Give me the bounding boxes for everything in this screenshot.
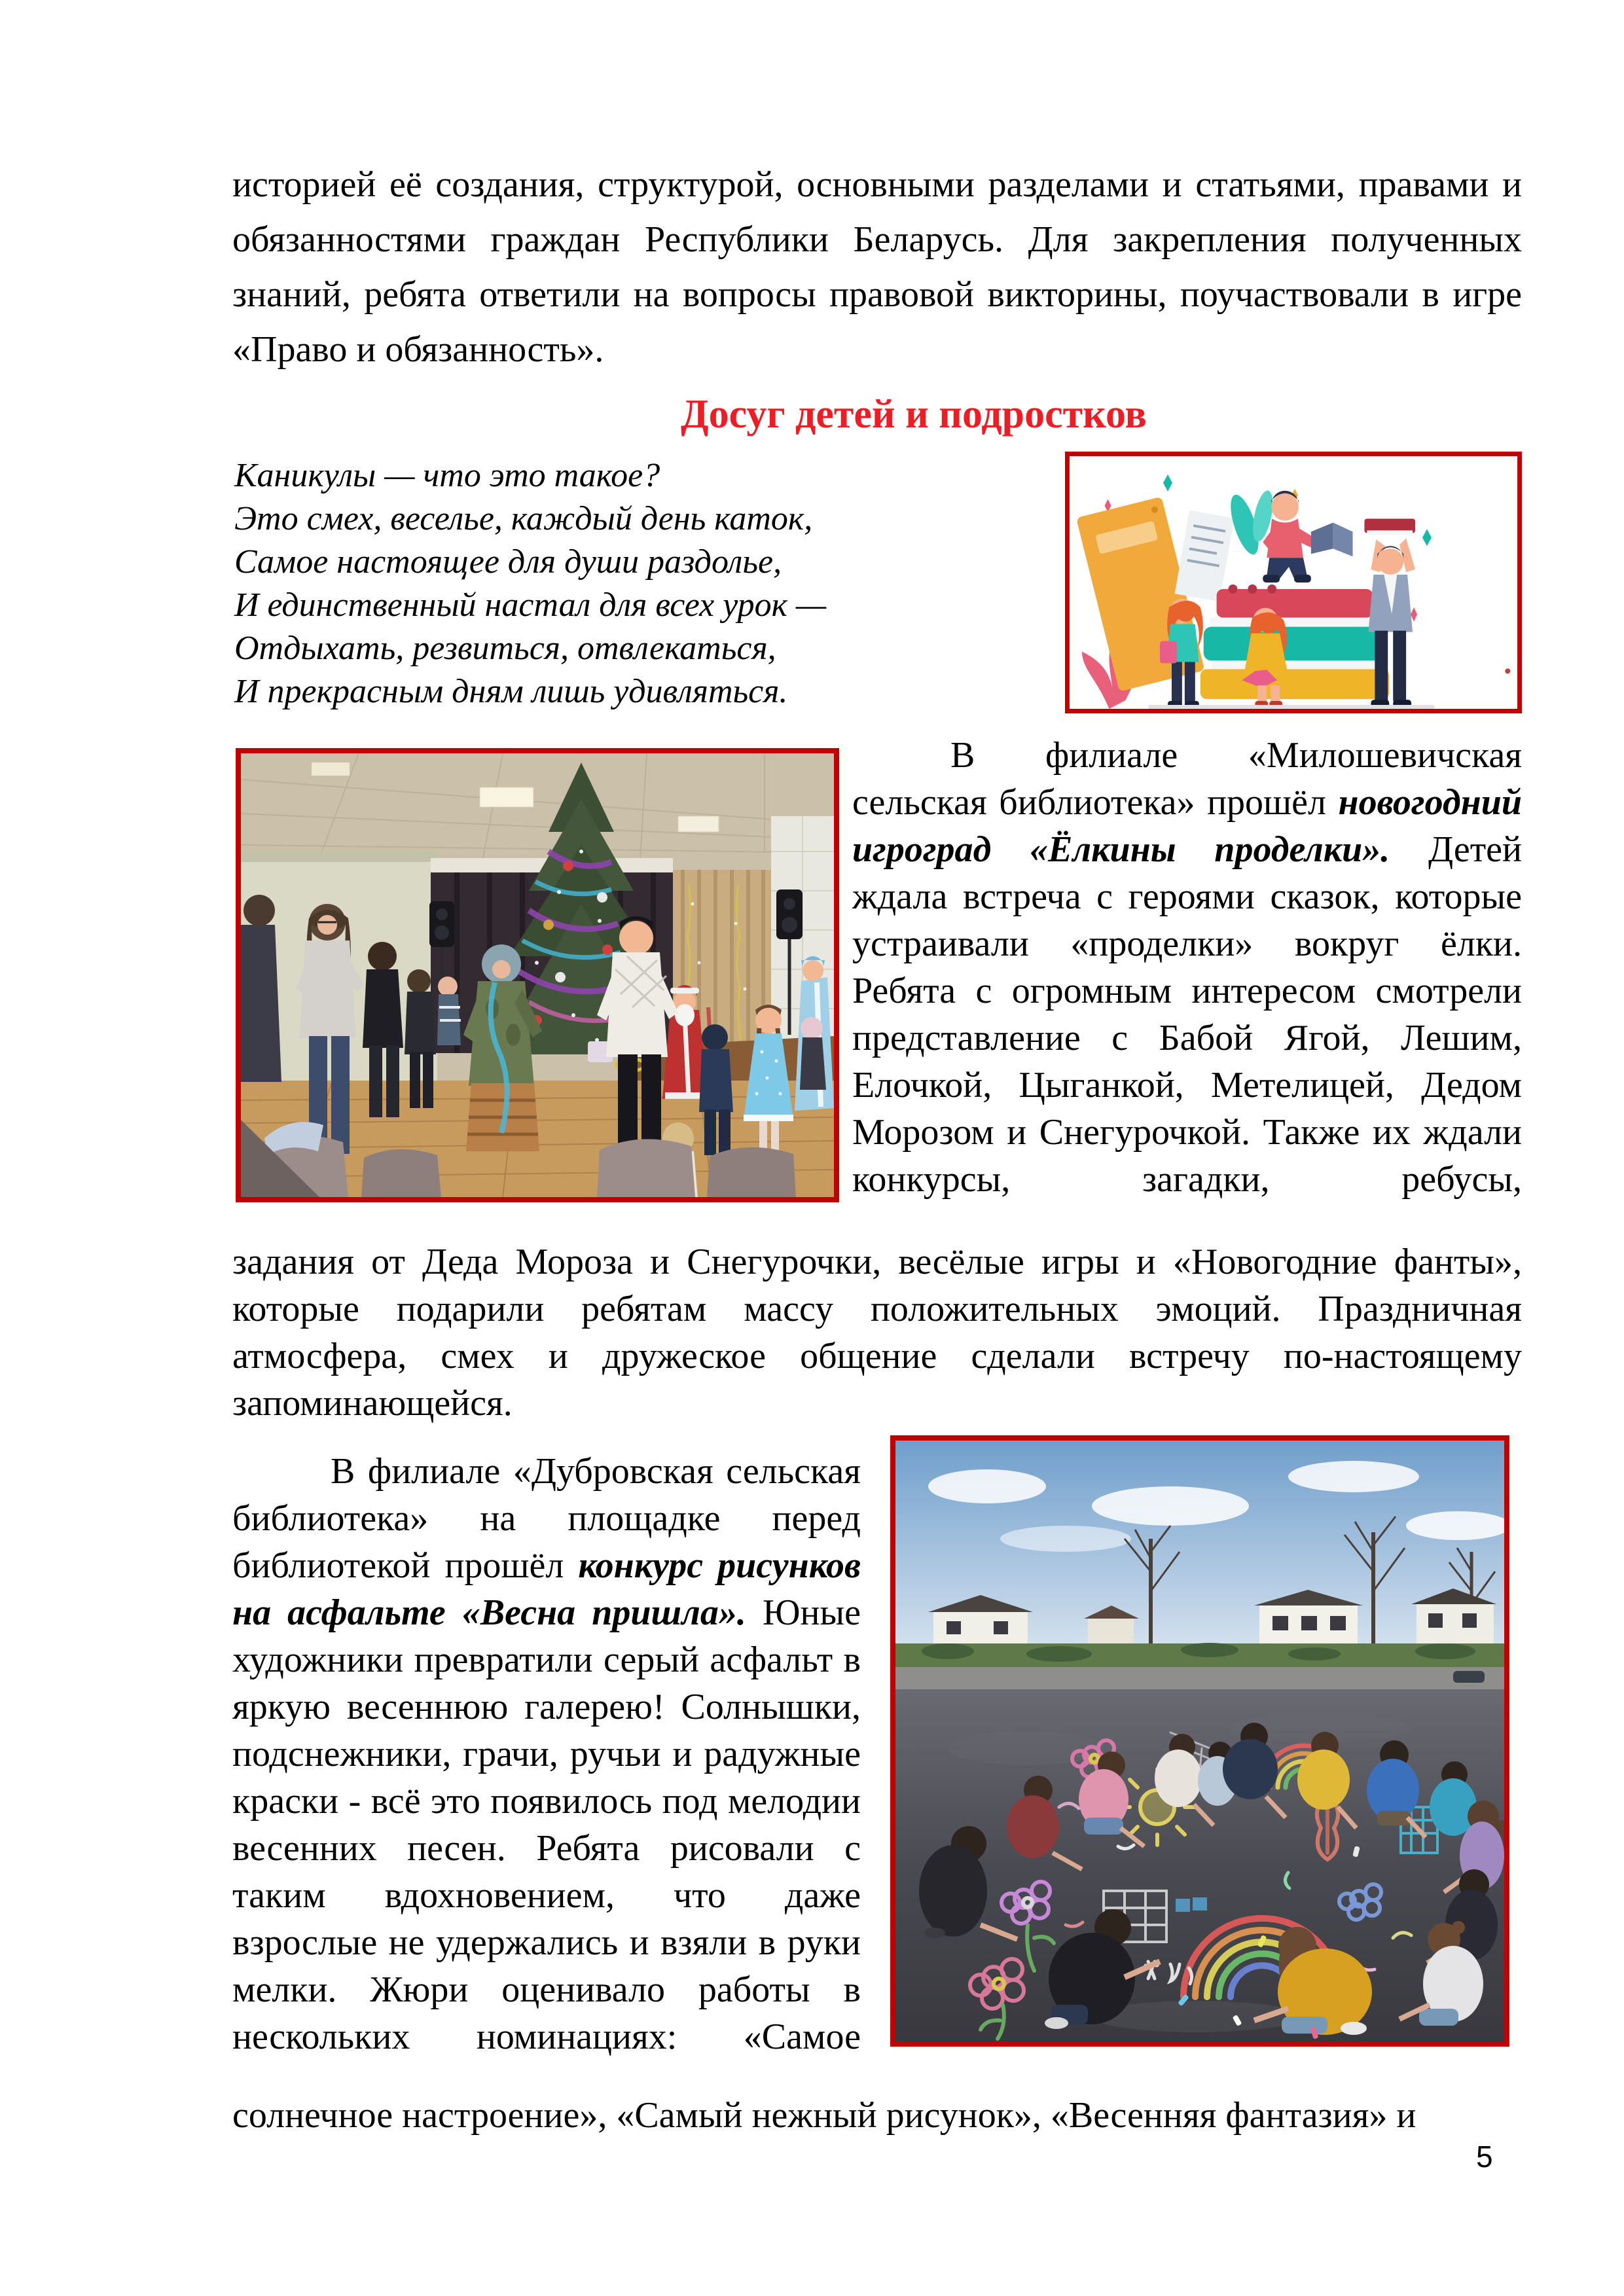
poem-line: И прекрасным дням лишь удивляться. <box>234 673 788 710</box>
section-heading: Досуг детей и подростков <box>681 392 1147 437</box>
new-year-photo <box>236 748 839 1202</box>
page-number: 5 <box>1476 2140 1493 2174</box>
poem-line: И единственный настал для всех урок — <box>234 586 827 624</box>
article-text: Детей ждала встреча с героями сказок, которые устраивали «проделки» вокруг ёлки. Ребята с огромным интересом смотрели представление с Бабой Ягой, Лешим, Елочкой, Цыганкой, Метелицей, Дедом Морозом и Снегурочкой. Также их ждали конкурсы, загадки, ребусы, <box>852 829 1522 1200</box>
new-year-photo-art <box>241 753 834 1197</box>
article-miloshevichi-column <box>852 732 1522 1203</box>
library-illustration <box>1065 452 1522 713</box>
poem <box>234 454 826 713</box>
kid-striped <box>437 977 461 1045</box>
book-stack <box>1200 584 1390 699</box>
chalk-drawing-photo <box>890 1435 1509 2047</box>
parked-car <box>1453 1671 1485 1683</box>
library-illustration-art <box>1070 456 1517 709</box>
article-dubrovskaya-fullwidth: солнечное настроение», «Самый нежный рисунок», «Весенняя фантазия» и <box>232 2095 1416 2136</box>
article-miloshevichi-fullwidth: задания от Деда Мороза и Снегурочки, весёлые игры и «Новогодние фанты», которые подарили ребятам массу положительных эмоций. Праздничная атмосфера, смех и дружеское общение сделали встречу по-настоящему запоминающейся. <box>232 1242 1522 1424</box>
article-dubrovskaya-column <box>232 1448 861 2060</box>
intro-paragraph: историей её создания, структурой, основными разделами и статьями, правами и обязанностями граждан Республики Беларусь. Для закрепления полученных знаний, ребята ответили на вопросы правовой викторины, поучаствовали в игре «Право и обязанность». <box>232 164 1522 370</box>
article-text: Юные художники превратили серый асфальт в яркую весеннюю галерею! Солнышки, подснежники, грачи, ручьи и радужные краски - всё это появилось под мелодии весенних песен. Ребята рисовали с таким вдохновением, что даже взрослые не удержались и взяли в руки мелки. Жюри оценивало работы в нескольких номинациях: «Самое <box>232 1592 861 2057</box>
article-text: В филиале «Милошевичская сельская библиотека» прошёл <box>852 735 1522 823</box>
chalk-drawing-photo-art <box>895 1441 1504 2041</box>
poem-line: Самое настоящее для души раздолье, <box>234 543 782 581</box>
article-bold-title: конкурс рисунков на асфальте «Весна пришла». <box>232 1545 861 1633</box>
kid-pink-hat <box>800 1017 826 1090</box>
article-text: В филиале «Дубровская сельская библиотека» на площадке перед библиотекой прошёл <box>232 1451 861 1586</box>
poem-line: Это смех, веселье, каждый день каток, <box>234 500 813 537</box>
article-bold-title: новогодний игроград «Ёлкины проделки». <box>852 782 1522 870</box>
poem-line: Каникулы — что это такое? <box>234 457 660 494</box>
poem-line: Отдыхать, резвиться, отвлекаться, <box>234 630 776 667</box>
